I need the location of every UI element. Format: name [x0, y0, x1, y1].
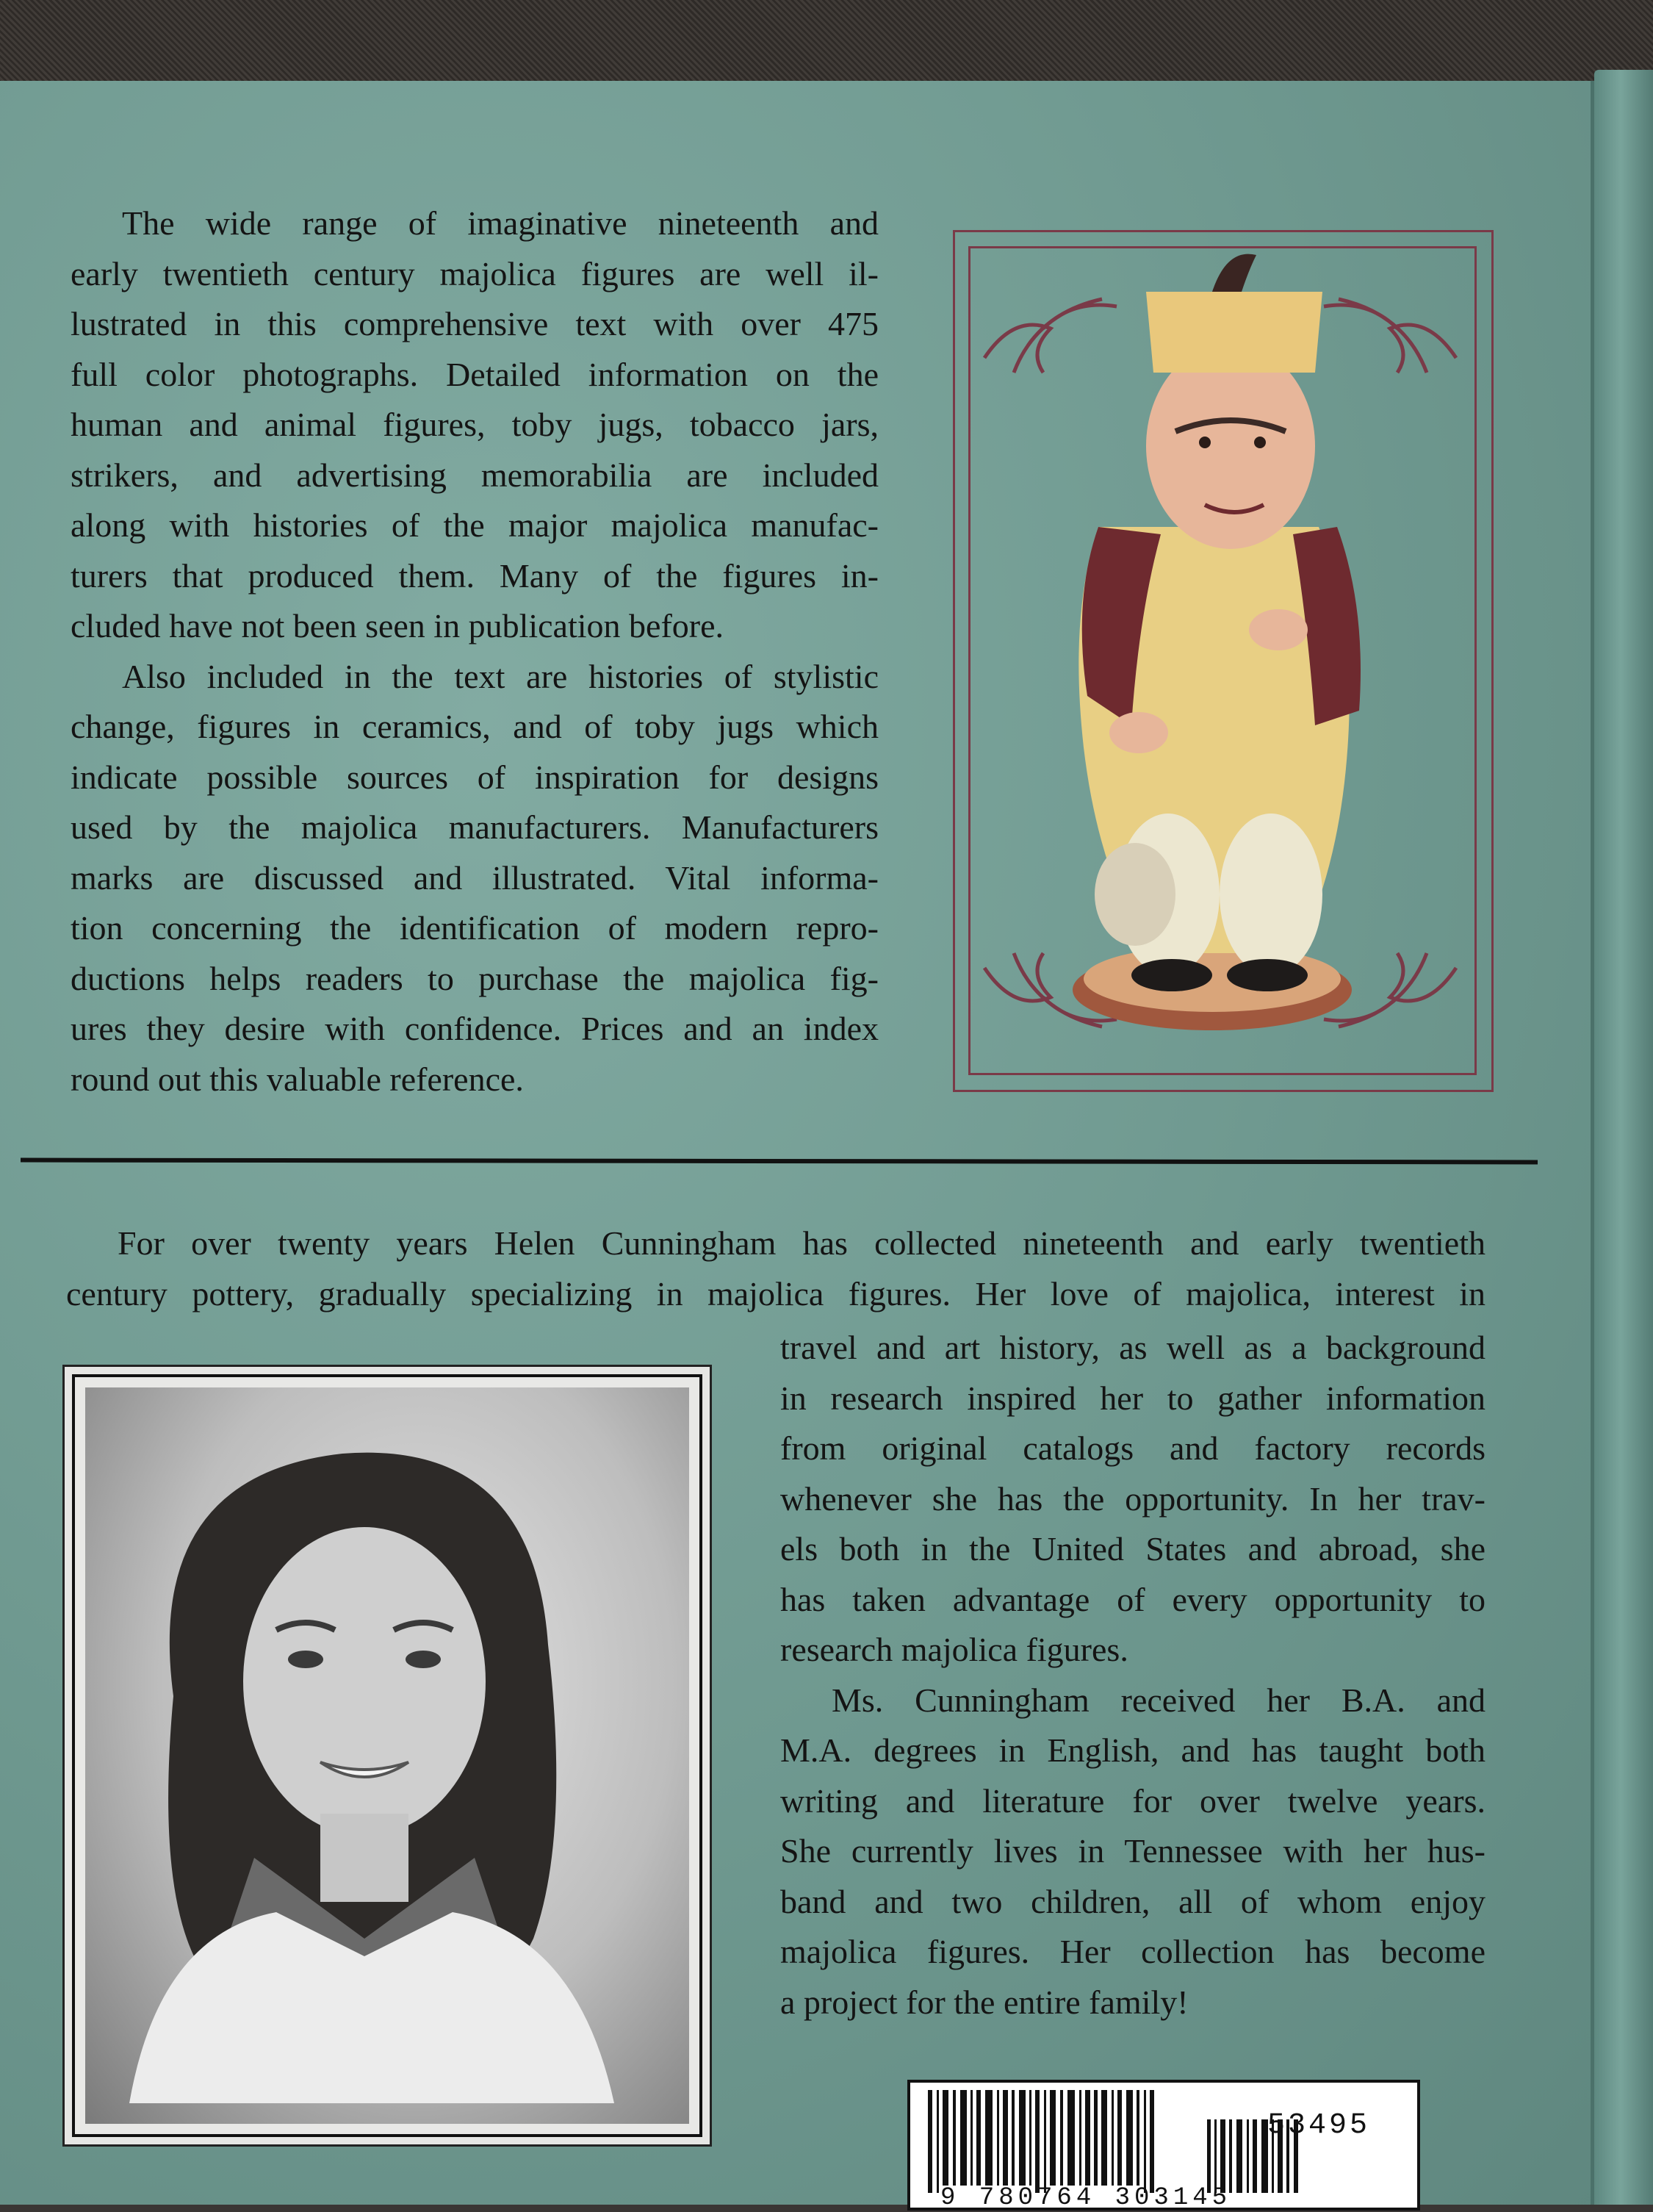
- bio-line: has taken advantage of every opportunity to: [780, 1580, 1485, 1618]
- description-line: tion concerning the identification of modern repro-: [71, 909, 879, 947]
- book-spine: [1594, 70, 1653, 2205]
- description-line: ures they desire with confidence. Prices and an index: [71, 1010, 879, 1047]
- bio-line: from original catalogs and factory records: [780, 1429, 1485, 1467]
- isbn-digits: 9 780764 303145: [940, 2184, 1232, 2212]
- bio-line: research majolica figures.: [780, 1631, 1128, 1668]
- description-line: change, figures in ceramics, and of toby jugs which: [71, 708, 879, 745]
- author-bio-continued: [780, 1323, 1485, 2028]
- bio-line: a project for the entire family!: [780, 1983, 1189, 2021]
- bio-line: in research inspired her to gather information: [780, 1379, 1485, 1417]
- bio-line: travel and art history, as well as a background: [780, 1329, 1485, 1366]
- description-line: used by the majolica manufacturers. Manufacturers: [71, 808, 879, 846]
- description-line: strikers, and advertising memorabilia are included: [71, 456, 879, 494]
- author-bio-intro: [66, 1218, 1485, 1319]
- description-line: indicate possible sources of inspiration for designs: [71, 758, 879, 796]
- book-description: [71, 198, 879, 1105]
- author-portrait: [85, 1387, 689, 2124]
- description-line: cluded have not been seen in publication before.: [71, 607, 724, 644]
- bio-line: els both in the United States and abroad, she: [780, 1530, 1485, 1568]
- bio-line: Ms. Cunningham received her B.A. and: [832, 1681, 1485, 1719]
- bio-line: majolica figures. Her collection has become: [780, 1933, 1485, 1970]
- bio-line: whenever she has the opportunity. In her trav-: [780, 1479, 1485, 1518]
- portrait-illustration: [85, 1387, 669, 2103]
- bio-line: century pottery, gradually specializing in majolica figures. Her love of majolica, interest in: [66, 1274, 1485, 1313]
- description-line: turers that produced them. Many of the figures in-: [71, 556, 879, 595]
- description-line: lustrated in this comprehensive text with over 475: [71, 305, 879, 342]
- description-line: human and animal figures, toby jugs, tobacco jars,: [71, 406, 879, 443]
- description-line: along with histories of the major majolica manufac-: [71, 506, 879, 544]
- description-line: Also included in the text are histories of stylistic: [122, 657, 879, 695]
- author-photo: [72, 1374, 702, 2137]
- description-line: The wide range of imaginative nineteenth and: [122, 204, 879, 242]
- bio-line: She currently lives in Tennessee with her hus-: [780, 1832, 1485, 1870]
- bio-line: writing and literature for over twelve years.: [780, 1781, 1485, 1820]
- price-code: 53495: [1267, 2109, 1371, 2142]
- description-line: ductions helps readers to purchase the majolica fig-: [71, 959, 879, 997]
- description-line: early twentieth century majolica figures are well il-: [71, 254, 879, 292]
- table-surface: [0, 0, 1653, 92]
- description-line: round out this valuable reference.: [71, 1060, 524, 1098]
- description-line: marks are discussed and illustrated. Vital informa-: [71, 858, 879, 897]
- bio-line: band and two children, all of whom enjoy: [780, 1882, 1485, 1920]
- toby-jug-illustration: [970, 248, 1471, 1069]
- description-line: full color photographs. Detailed information on the: [71, 355, 879, 393]
- bio-line: M.A. degrees in English, and has taught both: [780, 1731, 1485, 1769]
- bio-line: For over twenty years Helen Cunningham has collected nineteenth and early twentieth: [118, 1224, 1485, 1262]
